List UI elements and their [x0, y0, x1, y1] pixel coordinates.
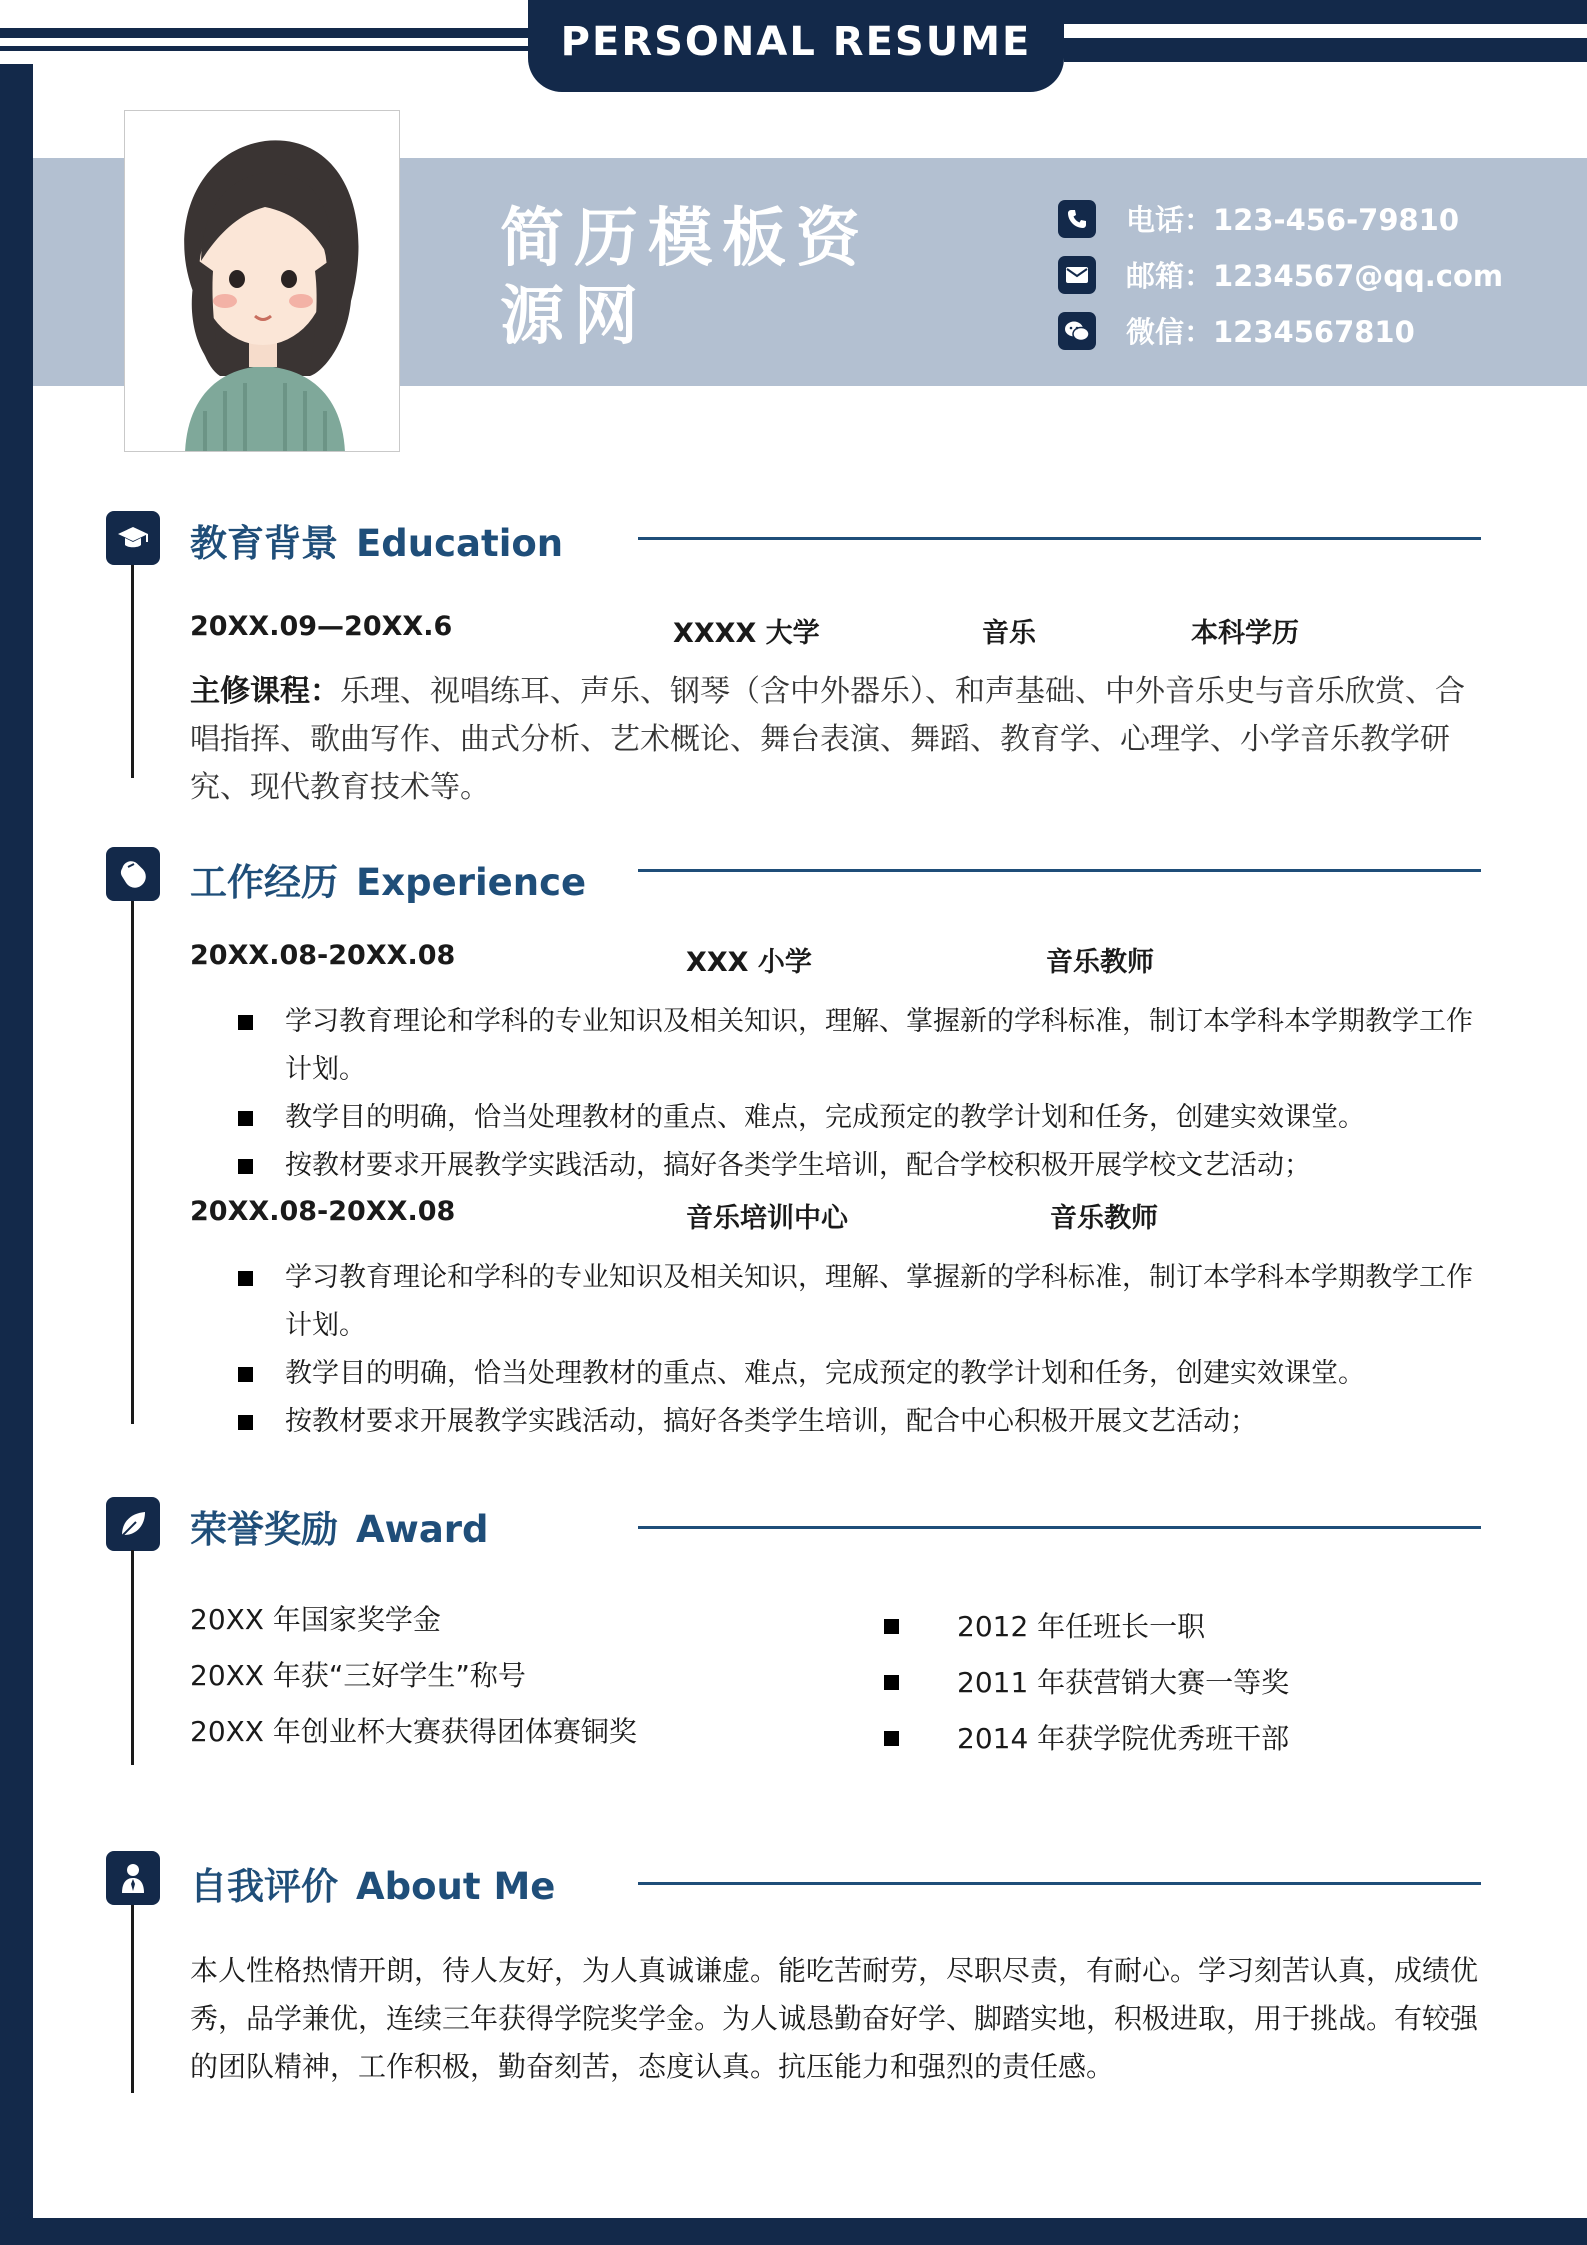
bullet-square [238, 1111, 253, 1126]
about-timeline [131, 1905, 134, 2093]
leaf-icon [106, 1497, 160, 1551]
contact-phone-text: 电话：123-456-79810 [1126, 203, 1460, 237]
experience-timeline [131, 901, 134, 1424]
contact-email-text: 邮箱：1234567@qq.com [1126, 259, 1504, 293]
banner-title: PERSONAL RESUME [560, 19, 1032, 65]
banner-title-tab [528, 0, 1064, 92]
experience-rule [638, 869, 1481, 872]
top-stripe-left-thin [0, 46, 528, 51]
education-degree: 本科学历 [1191, 618, 1299, 649]
bullet-square [238, 1367, 253, 1382]
award-timeline [131, 1550, 134, 1765]
courses-label: 主修课程： [190, 674, 340, 709]
award-rule [638, 1526, 1481, 1529]
bullet-square [884, 1675, 899, 1690]
bullet-square [238, 1415, 253, 1430]
education-courses [190, 668, 1480, 812]
education-timeline [131, 565, 134, 778]
profile-photo [124, 110, 400, 452]
job-2-org: 音乐培训中心 [686, 1203, 848, 1234]
job-1-duties [238, 998, 1488, 1190]
graduation-cap-icon [106, 511, 160, 565]
bullet-square [238, 1159, 253, 1174]
award-list-left [190, 1592, 637, 1760]
left-border-bar [0, 64, 33, 2245]
mouse-icon [106, 847, 160, 901]
about-text: 本人性格热情开朗，待人友好，为人真诚谦虚。能吃苦耐劳，尽职尽责，有耐心。学习刻苦认真，成绩优秀，品学兼优，连续三年获得学院奖学金。为人诚恳勤奋好学、脚踏实地，积极进取，用于挑战。有较强的团队精神，工作积极，勤奋刻苦，态度认真。抗压能力和强烈的责任感。 [190, 1954, 1479, 2083]
bullet-square [884, 1619, 899, 1634]
award-item: 20XX 年获“三好学生”称号 [190, 1659, 526, 1692]
job-intent-cropped [500, 378, 800, 386]
person-icon [106, 1851, 160, 1905]
job-1-org: XXX 小学 [686, 947, 812, 978]
job-1-period: 20XX.08-20XX.08 [190, 940, 456, 971]
job-2-period: 20XX.08-20XX.08 [190, 1196, 456, 1227]
contact-phone [1058, 198, 1459, 239]
award-title-en: Award [356, 1508, 489, 1551]
list-item: 学习教育理论和学科的专业知识及相关知识，理解、掌握新的学科标准，制订本学科本学期教学工作计划。 [238, 1254, 1488, 1350]
mail-icon [1058, 256, 1096, 294]
about-title-en: About Me [356, 1865, 556, 1908]
list-item: 学习教育理论和学科的专业知识及相关知识，理解、掌握新的学科标准，制订本学科本学期教学工作计划。 [238, 998, 1488, 1094]
bullet-square [884, 1731, 899, 1746]
about-heading [190, 1856, 555, 1910]
education-title-en: Education [356, 522, 564, 565]
experience-title-cn: 工作经历 [190, 861, 338, 904]
award-list-right [884, 1599, 1289, 1767]
education-period: 20XX.09—20XX.6 [190, 611, 453, 642]
top-stripe-left-thick [0, 28, 528, 38]
list-item: 教学目的明确，恰当处理教材的重点、难点，完成预定的教学计划和任务，创建实效课堂。 [238, 1350, 1488, 1398]
award-item: 20XX 年国家奖学金 [190, 1603, 441, 1636]
award-item: 2011 年获营销大赛一等奖 [884, 1655, 1289, 1711]
list-item: 按教材要求开展教学实践活动，搞好各类学生培训，配合中心积极开展文艺活动； [238, 1398, 1488, 1446]
experience-heading [190, 852, 586, 906]
courses-text: 乐理、视唱练耳、声乐、钢琴（含中外器乐）、和声基础、中外音乐史与音乐欣赏、合唱指挥、歌曲写作、曲式分析、艺术概论、舞台表演、舞蹈、教育学、心理学、小学音乐教学研究、现代教育技术等。 [190, 674, 1465, 805]
job-2-duties [238, 1254, 1488, 1446]
award-heading [190, 1499, 489, 1553]
award-item: 2014 年获学院优秀班干部 [884, 1711, 1289, 1767]
education-title-cn: 教育背景 [190, 522, 338, 565]
avatar-illustration [125, 111, 400, 452]
experience-title-en: Experience [356, 861, 587, 904]
education-heading [190, 513, 563, 567]
list-item: 教学目的明确，恰当处理教材的重点、难点，完成预定的教学计划和任务，创建实效课堂。 [238, 1094, 1488, 1142]
list-item: 按教材要求开展教学实践活动，搞好各类学生培训，配合学校积极开展学校文艺活动； [238, 1142, 1488, 1190]
contact-email [1058, 254, 1503, 295]
contact-wechat-text: 微信：1234567810 [1126, 315, 1415, 349]
education-major: 音乐 [982, 618, 1036, 649]
bullet-square [238, 1015, 253, 1030]
award-title-cn: 荣誉奖励 [190, 1508, 338, 1551]
about-title-cn: 自我评价 [190, 1865, 338, 1908]
top-stripe-right-thick [1064, 0, 1587, 24]
bullet-square [238, 1271, 253, 1286]
job-1-role: 音乐教师 [1046, 947, 1154, 978]
job-2-role: 音乐教师 [1050, 1203, 1158, 1234]
candidate-name: 简历模板资源网 [500, 202, 870, 354]
phone-icon [1058, 200, 1096, 238]
education-school: XXXX 大学 [673, 618, 820, 649]
award-item: 2012 年任班长一职 [884, 1599, 1289, 1655]
award-item: 20XX 年创业杯大赛获得团体赛铜奖 [190, 1715, 637, 1748]
contact-wechat [1058, 310, 1415, 351]
education-rule [638, 537, 1481, 540]
top-stripe-right-thin [1064, 38, 1587, 62]
about-rule [638, 1882, 1481, 1885]
wechat-icon [1058, 312, 1096, 350]
bottom-border-bar [0, 2218, 1587, 2245]
